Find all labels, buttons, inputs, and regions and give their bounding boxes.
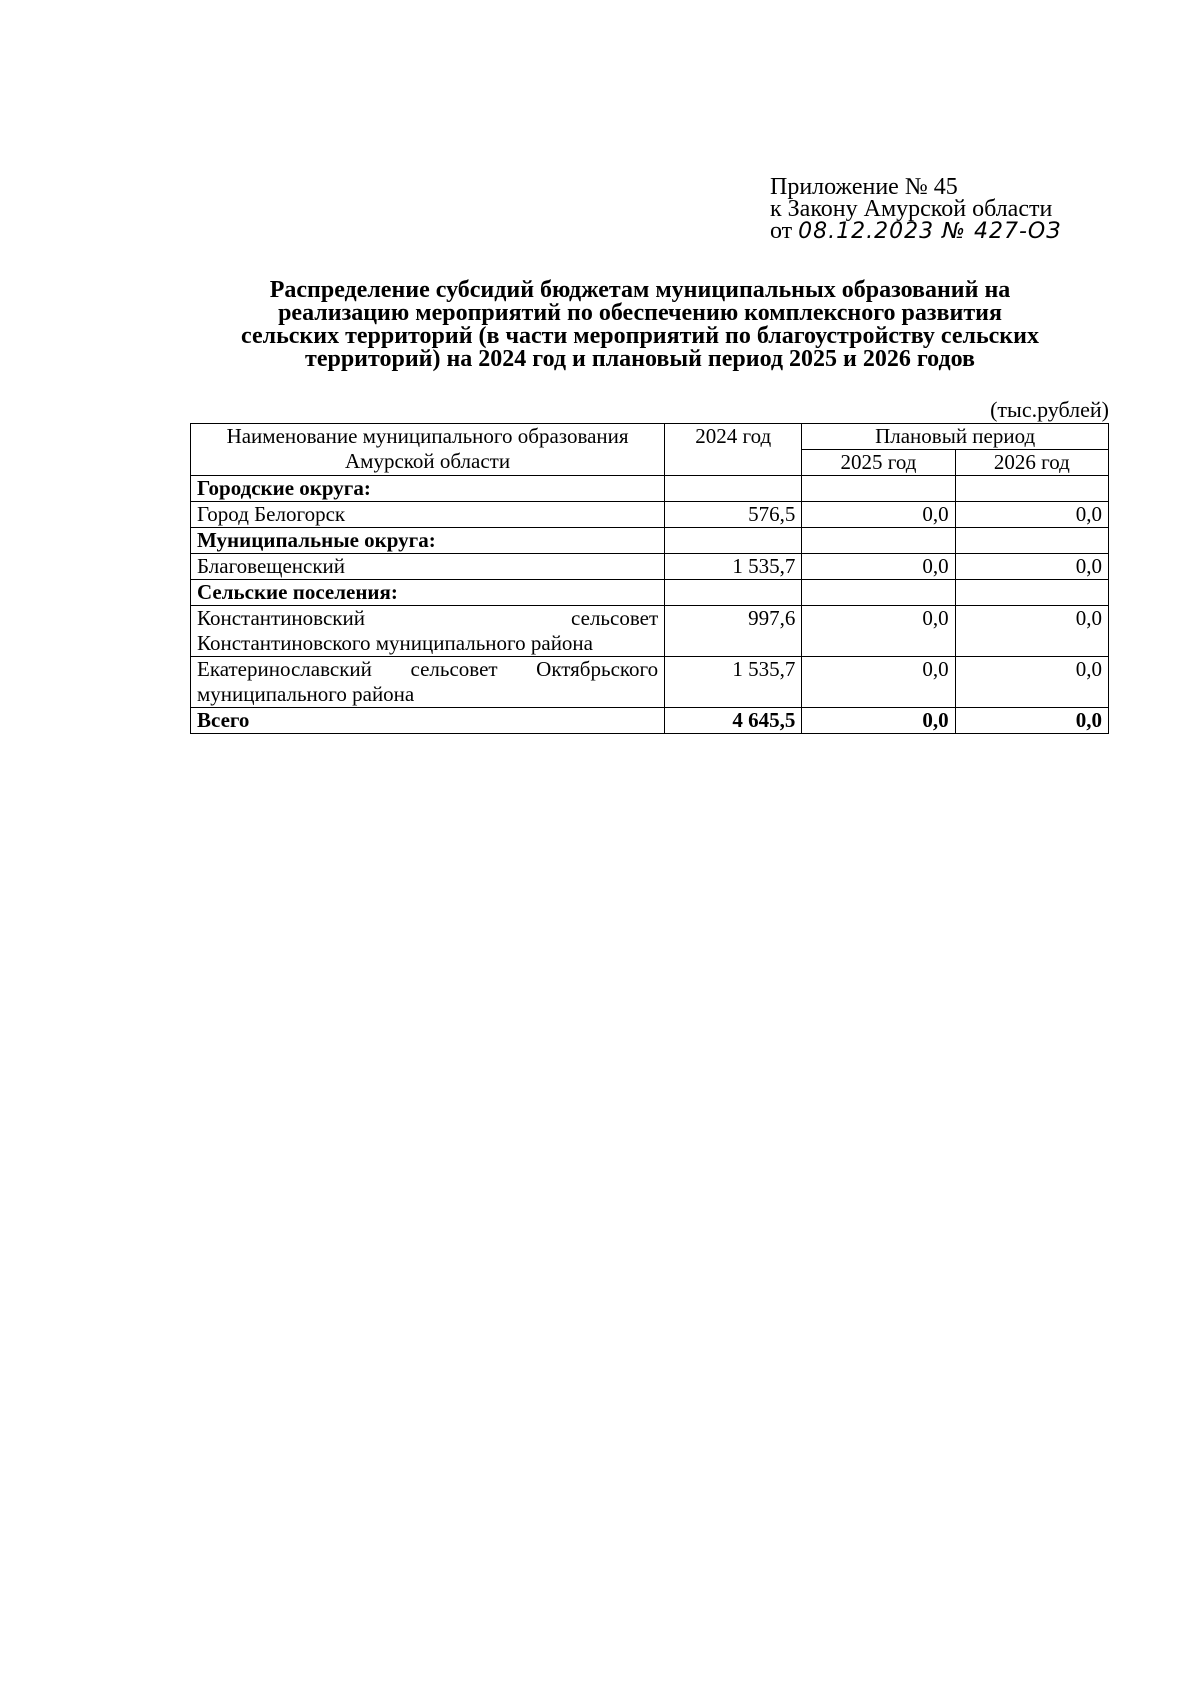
document-title — [170, 279, 1110, 371]
row-value-2025: 0,0 — [802, 606, 955, 657]
section-municipal: Муниципальные округа: — [191, 528, 665, 554]
row-name: Город Белогорск — [191, 502, 665, 528]
row-value-2024: 1 535,7 — [665, 657, 802, 708]
row-name-line-1: Екатеринославский сельсовет Октябрьского — [197, 657, 659, 681]
title-line-4: территорий) на 2024 год и плановый период 2025 и 2026 годов — [305, 346, 975, 372]
section-row — [191, 476, 1109, 502]
header-name-line-2: Амурской области — [345, 449, 511, 473]
row-value-2026: 0,0 — [955, 554, 1108, 580]
row-value-2025: 0,0 — [802, 502, 955, 528]
total-value-2025: 0,0 — [802, 708, 955, 734]
appendix-date-line — [770, 220, 1061, 243]
total-row — [191, 708, 1109, 734]
row-value-2026: 0,0 — [955, 606, 1108, 657]
table-row — [191, 554, 1109, 580]
units-label: (тыс.рублей) — [990, 397, 1109, 422]
table-row — [191, 502, 1109, 528]
row-name-line-1: Константиновский сельсовет — [197, 606, 659, 630]
row-value-2026: 0,0 — [955, 502, 1108, 528]
appendix-number: Приложение № 45 — [770, 174, 958, 200]
row-value-2026: 0,0 — [955, 657, 1108, 708]
total-value-2024: 4 645,5 — [665, 708, 802, 734]
header-name-line-1: Наименование муниципального образования — [226, 424, 629, 448]
row-value-2024: 576,5 — [665, 502, 802, 528]
table-row — [191, 657, 1109, 708]
header-2026: 2026 год — [955, 450, 1108, 476]
row-name-line-2: Константиновского муниципального района — [197, 631, 593, 655]
row-value-2024: 997,6 — [665, 606, 802, 657]
header-2024: 2024 год — [665, 424, 802, 476]
row-value-2025: 0,0 — [802, 554, 955, 580]
row-name: Благовещенский — [191, 554, 665, 580]
header-planned-period: Плановый период — [802, 424, 1109, 450]
appendix-header — [770, 176, 1061, 243]
header-name — [191, 424, 665, 476]
row-value-2025: 0,0 — [802, 657, 955, 708]
title-line-2: реализацию мероприятий по обеспечению комплексного развития — [278, 300, 1002, 326]
section-rural: Сельские поселения: — [191, 580, 665, 606]
handwritten-date-number: 08.12.2023 № 427-ОЗ — [798, 219, 1062, 244]
appendix-date-prefix: от — [770, 218, 793, 244]
row-name-line-2: муниципального района — [197, 682, 415, 706]
section-row — [191, 528, 1109, 554]
title-line-3: сельских территорий (в части мероприятий по благоустройству сельских — [241, 323, 1039, 349]
title-line-1: Распределение субсидий бюджетам муниципальных образований на — [269, 277, 1011, 303]
section-row — [191, 580, 1109, 606]
table-row — [191, 606, 1109, 657]
section-urban: Городские округа: — [191, 476, 665, 502]
row-name — [191, 606, 665, 657]
appendix-law-reference: к Закону Амурской области — [770, 196, 1053, 222]
total-value-2026: 0,0 — [955, 708, 1108, 734]
header-2025: 2025 год — [802, 450, 955, 476]
table-header-row — [191, 424, 1109, 450]
subsidy-table — [190, 423, 1109, 734]
row-name — [191, 657, 665, 708]
row-value-2024: 1 535,7 — [665, 554, 802, 580]
total-label: Всего — [191, 708, 665, 734]
